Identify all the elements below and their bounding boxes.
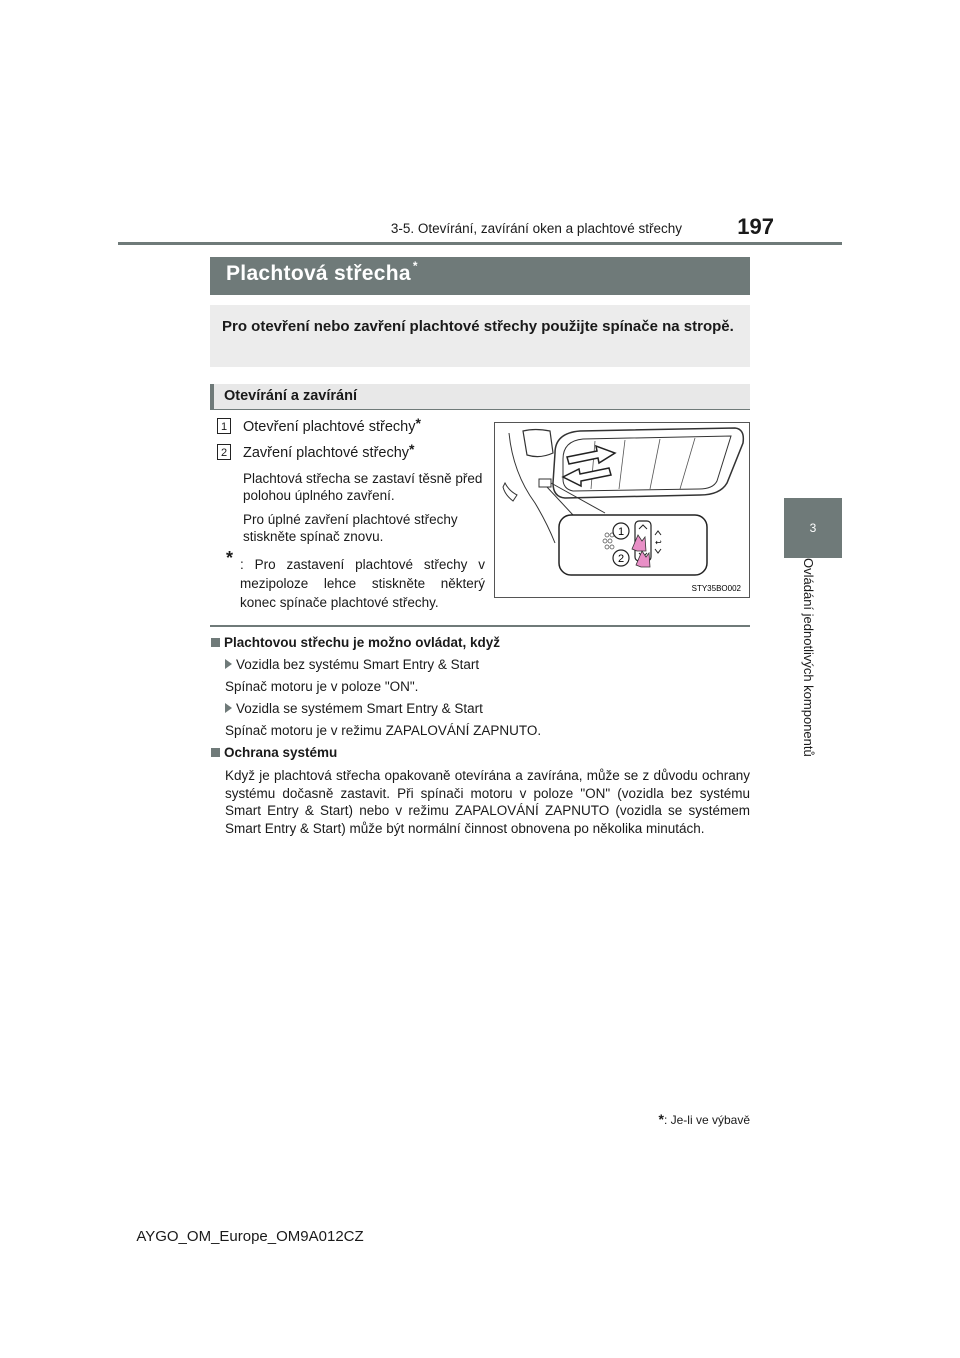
footnote	[620, 1111, 750, 1127]
square-bullet-icon	[211, 748, 220, 757]
intro-text: Pro otevření nebo zavření plachtové střechy použijte spínače na stropě.	[222, 318, 734, 335]
star-note-mark: *	[226, 548, 234, 568]
title-asterisk: *	[412, 259, 418, 273]
figure-code: STY35BO002	[691, 584, 741, 593]
footnote-text: : Je-li ve výbavě	[663, 1113, 750, 1127]
condition-text-1: Spínač motoru je v poloze "ON".	[225, 679, 419, 694]
subheading: Otevírání a zavírání	[224, 388, 357, 404]
figure-callout-2: 2	[617, 553, 625, 565]
star-note-text: : Pro zastavení plachtové střechy v mezipoloze lehce stiskněte některý konec spínače plachtové střechy.	[240, 557, 485, 610]
roof-switch-drawing	[495, 423, 749, 597]
figure-callout-1: 1	[617, 526, 625, 538]
footnote-asterisk: *	[658, 1111, 664, 1127]
note-stop-before-close: Plachtová střecha se zastaví těsně před polohou úplného zavření.	[243, 471, 483, 503]
page-number: 197	[737, 214, 774, 239]
section-protection-heading: Ochrana systému	[224, 745, 338, 760]
note-press-again: Pro úplné zavření plachtové střechy stiskněte spínač znovu.	[243, 512, 458, 544]
callout-number-1: 1	[217, 418, 231, 434]
section-operation-heading: Plachtovou střechu je možno ovládat, když	[224, 635, 501, 650]
subheading-bar	[210, 384, 750, 410]
list-item-open	[243, 415, 421, 435]
list-item-close-text: Zavření plachtové střechy	[243, 445, 410, 461]
condition-item-1-text: Vozidla bez systému Smart Entry & Start	[236, 657, 480, 672]
page-title-bar	[210, 257, 750, 295]
condition-text-2: Spínač motoru je v režimu ZAPALOVÁNÍ ZAPNUTO.	[225, 723, 542, 738]
list-item-open-asterisk: *	[415, 415, 421, 431]
roof-switch-illustration	[494, 422, 750, 598]
list-item-close	[243, 441, 415, 461]
section-header: 3-5. Otevírání, zavírání oken a plachtové střechy	[390, 221, 682, 236]
intro-box	[210, 305, 750, 367]
section-system-protection	[211, 745, 337, 760]
chapter-number: 3	[809, 521, 817, 535]
list-item-close-asterisk: *	[409, 441, 415, 457]
square-bullet-icon	[211, 638, 220, 647]
protection-paragraph: Když je plachtová střecha opakovaně otevírána a zavírána, může se z důvodu ochrany systému dočasně zastavit. Při spínači motoru v poloze "ON" (vozidla bez systému Smart Entry & Start) nebo v režimu ZAPALOVÁNÍ ZAPNUTO (vozidla se systémem Smart Entry & Start) může být normální činnost obnovena po několika minutách.	[225, 768, 750, 836]
header-rule	[118, 242, 842, 245]
chapter-tab	[784, 498, 842, 558]
page-title	[226, 259, 418, 286]
chapter-label: Ovládání jednotlivých komponentů	[801, 558, 816, 757]
list-item-open-text: Otevření plachtové střechy	[243, 419, 416, 435]
figure-tilt-symbol: ↩	[655, 538, 662, 547]
callout-number-2: 2	[217, 444, 231, 460]
condition-item-2	[225, 701, 483, 716]
document-id: AYGO_OM_Europe_OM9A012CZ	[136, 1228, 364, 1245]
condition-item-2-text: Vozidla se systémem Smart Entry & Start	[236, 701, 483, 716]
page-title-text: Plachtová střecha	[226, 262, 411, 285]
condition-item-1	[225, 657, 479, 672]
triangle-bullet-icon	[225, 659, 232, 669]
section-operation-conditions	[211, 635, 500, 650]
triangle-bullet-icon	[225, 703, 232, 713]
section-rule	[210, 625, 750, 627]
